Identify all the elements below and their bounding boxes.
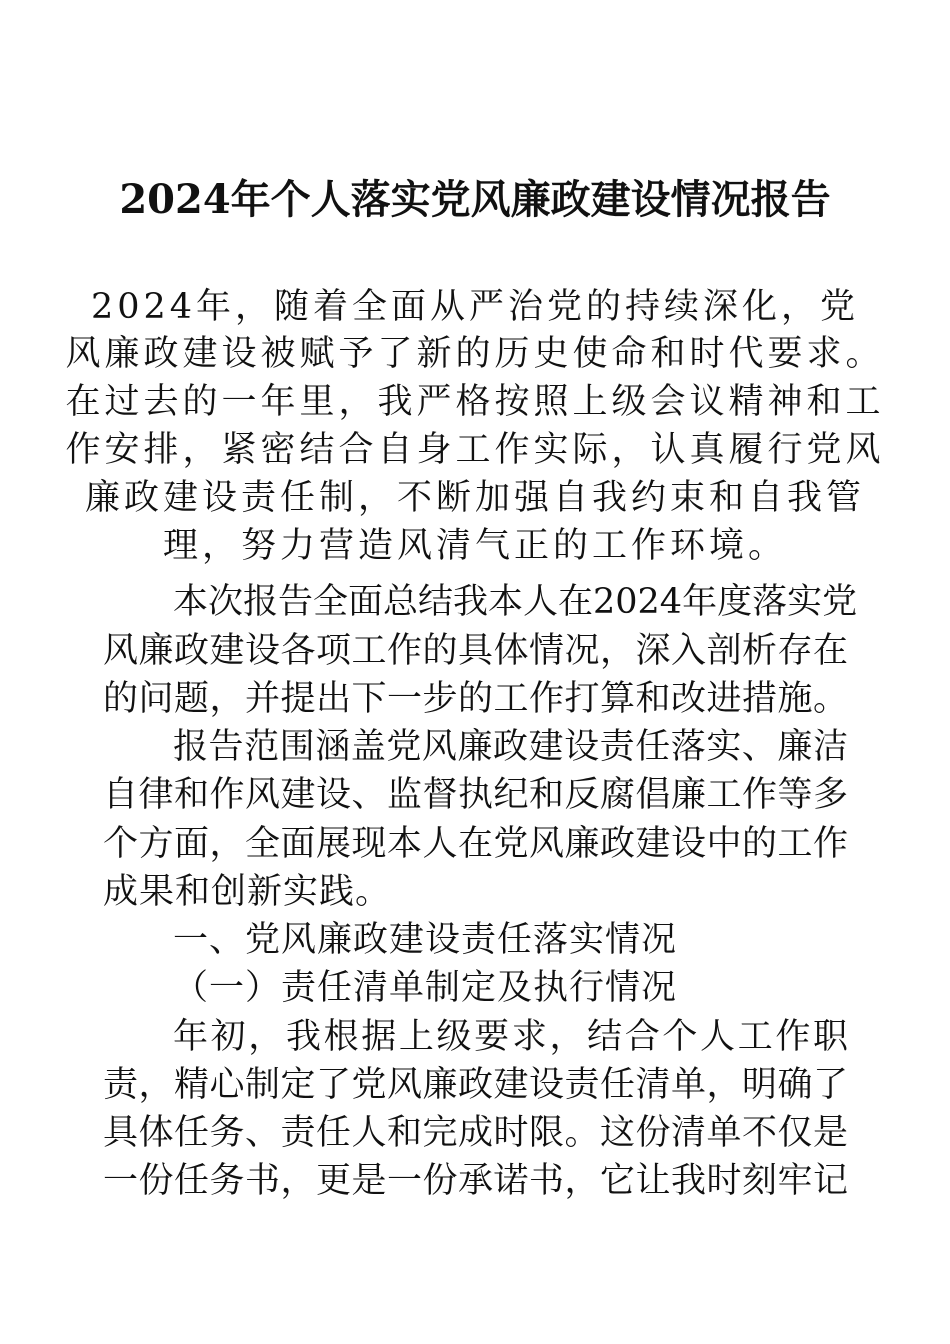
para3-line-3: 个方面，全面展现本人在党风廉政建设中的工作 [103, 824, 848, 864]
section-heading-2: （一）责任清单制定及执行情况 [173, 968, 678, 1008]
section-heading-1: 一、党风廉政建设责任落实情况 [173, 920, 678, 960]
para4-line-2: 责，精心制定了党风廉政建设责任清单，明确了 [103, 1065, 848, 1105]
para2-line-3: 的问题，并提出下一步的工作打算和改进措施。 [103, 679, 848, 719]
para3-line-2: 自律和作风建设、监督执纪和反腐倡廉工作等多 [103, 775, 848, 815]
para3-line-4: 成果和创新实践。 [103, 872, 392, 912]
intro-line-2: 风廉政建设被赋予了新的历史使命和时代要求。 [65, 334, 885, 374]
intro-line-4: 作安排，紧密结合自身工作实际，认真履行党风 [65, 430, 885, 470]
para2-line-2: 风廉政建设各项工作的具体情况，深入剖析存在 [103, 631, 848, 671]
intro-line-6: 理，努力营造风清气正的工作环境。 [162, 526, 787, 566]
document-title: 2024年个人落实党风廉政建设情况报告 [119, 176, 831, 223]
para4-line-4: 一份任务书，更是一份承诺书，它让我时刻牢记 [103, 1161, 848, 1201]
intro-line-3: 在过去的一年里，我严格按照上级会议精神和工 [65, 382, 885, 422]
para4-line-1: 年初，我根据上级要求，结合个人工作职 [173, 1017, 848, 1057]
intro-line-5: 廉政建设责任制，不断加强自我约束和自我管 [84, 478, 865, 518]
para3-line-1: 报告范围涵盖党风廉政建设责任落实、廉洁 [173, 727, 848, 767]
intro-line-1: 2024年，随着全面从严治党的持续深化，党 [90, 287, 860, 327]
para2-line-1: 本次报告全面总结我本人在2024年度落实党 [173, 582, 858, 622]
para4-line-3: 具体任务、责任人和完成时限。这份清单不仅是 [103, 1113, 848, 1153]
